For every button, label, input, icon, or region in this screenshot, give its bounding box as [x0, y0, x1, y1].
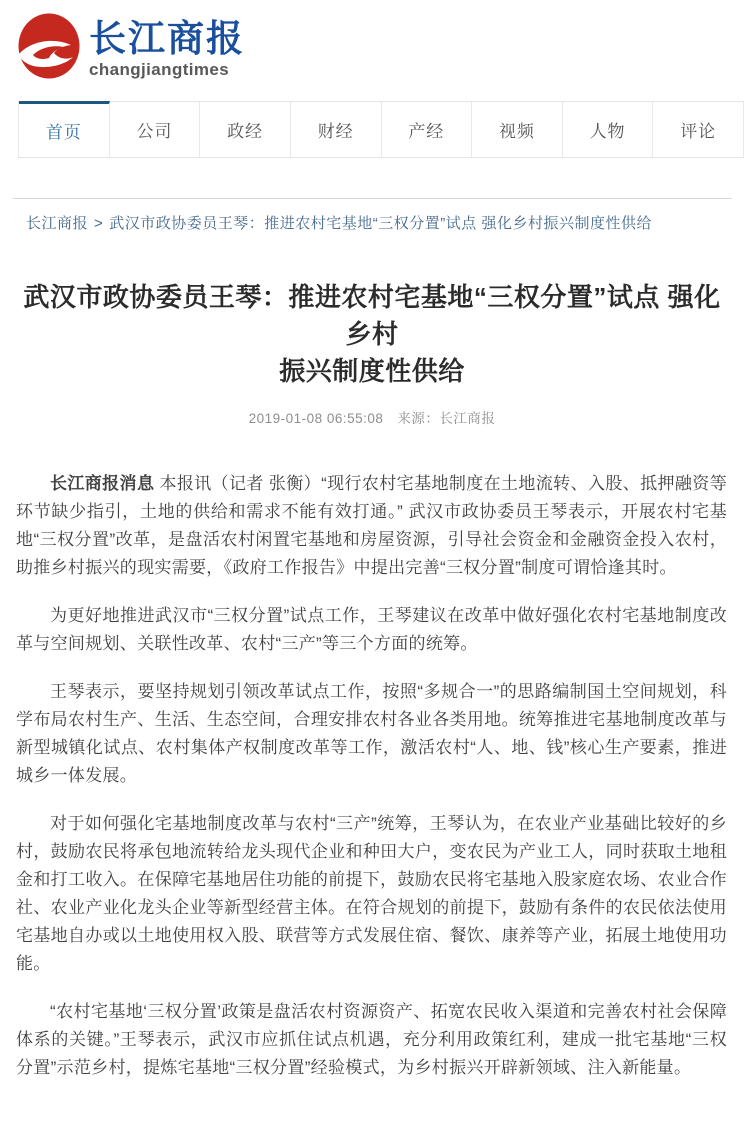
paragraph-5: “农村宅基地‘三权分置’政策是盘活农村资源资产、拓宽农民收入渠道和完善农村社会保障体系的关键。”王琴表示，武汉市应抓住试点机遇，充分利用政策红利，建成一批宅基地“三权分置”示范乡村，提炼宅基地“三权分置”经验模式，为乡村振兴开辟新领域、注入新能量。	[16, 1002, 727, 1077]
article-meta	[0, 407, 744, 427]
article-date: 2019-01-08 06:55:08	[248, 411, 384, 426]
paragraph-2: 为更好地推进武汉市“三权分置”试点工作，王琴建议在改革中做好强化农村宅基地制度改革与空间规划、关联性改革、农村“三产”等三个方面的统筹。	[16, 606, 727, 653]
nav-tab-industry[interactable]: 产经	[382, 101, 473, 157]
paragraph-4: 对于如何强化宅基地制度改革与农村“三产”统筹，王琴认为，在农业产业基础比较好的乡村，鼓励农民将承包地流转给龙头现代企业和种田大户，变农民为产业工人，同时获取土地租金和打工收入。在保障宅基地居住功能的前提下，鼓励农民将宅基地入股家庭农场、农业合作社、农业产业化龙头企业等新型经营主体。在符合规划的前提下，鼓励有条件的农民依法使用宅基地自办或以土地使用权入股、联营等方式发展住宿、餐饮、康养等产业，拓展土地使用功能。	[16, 814, 727, 973]
breadcrumb	[0, 199, 744, 233]
main-nav	[18, 101, 744, 158]
nav-tab-finance[interactable]: 财经	[291, 101, 382, 157]
article-title-line2: 振兴制度性供给	[279, 356, 465, 386]
paragraph-3: 王琴表示，要坚持规划引领改革试点工作，按照“多规合一”的思路编制国土空间规划，科学布局农村生产、生活、生态空间，合理安排农村各业各类用地。统筹推进宅基地制度改革与新型城镇化试点、农村集体产权制度改革等工作，激活农村“人、地、钱”核心生产要素，推进城乡一体发展。	[16, 682, 727, 785]
breadcrumb-root-link[interactable]: 长江商报	[26, 215, 89, 232]
site-logo[interactable]	[18, 13, 245, 80]
nav-tab-home[interactable]: 首页	[19, 101, 110, 157]
logo-text	[89, 13, 245, 80]
article	[0, 279, 744, 1132]
nav-tab-comment[interactable]: 评论	[653, 101, 744, 157]
article-title-line1: 武汉市政协委员王琴：推进农村宅基地“三权分置”试点 强化乡村	[23, 282, 721, 349]
logo-name-en: changjiangtimes	[89, 60, 230, 79]
article-body	[0, 470, 744, 1132]
paragraph-1-text: 本报讯（记者 张衡）“现行农村宅基地制度在土地流转、入股、抵押融资等环节缺少指引，土地的供给和需求不能有效打通。” 武汉市政协委员王琴表示，开展农村宅基地“三权分置”改革，是盘活农村闲置宅基地和房屋资源，引导社会资金和金融资金投入农村，助推乡村振兴的现实需要，《政府工作报告》中提出完善“三权分置”制度可谓恰逢其时。	[16, 474, 727, 577]
paragraph-lead: 长江商报消息	[50, 474, 155, 493]
nav-tab-people[interactable]: 人物	[563, 101, 654, 157]
article-source: 来源：长江商报	[397, 411, 496, 426]
site-header	[0, 0, 744, 100]
nav-tab-company[interactable]: 公司	[110, 101, 201, 157]
nav-tab-video[interactable]: 视频	[472, 101, 563, 157]
logo-name-cn: 长江商报	[89, 18, 245, 59]
article-title	[0, 279, 744, 390]
changjiangtimes-logo-icon	[18, 13, 80, 79]
breadcrumb-separator: >	[94, 215, 104, 232]
paragraph-1	[16, 470, 727, 582]
breadcrumb-current: 武汉市政协委员王琴：推进农村宅基地“三权分置”试点 强化乡村振兴制度性供给	[109, 215, 652, 232]
nav-tab-politics[interactable]: 政经	[200, 101, 291, 157]
